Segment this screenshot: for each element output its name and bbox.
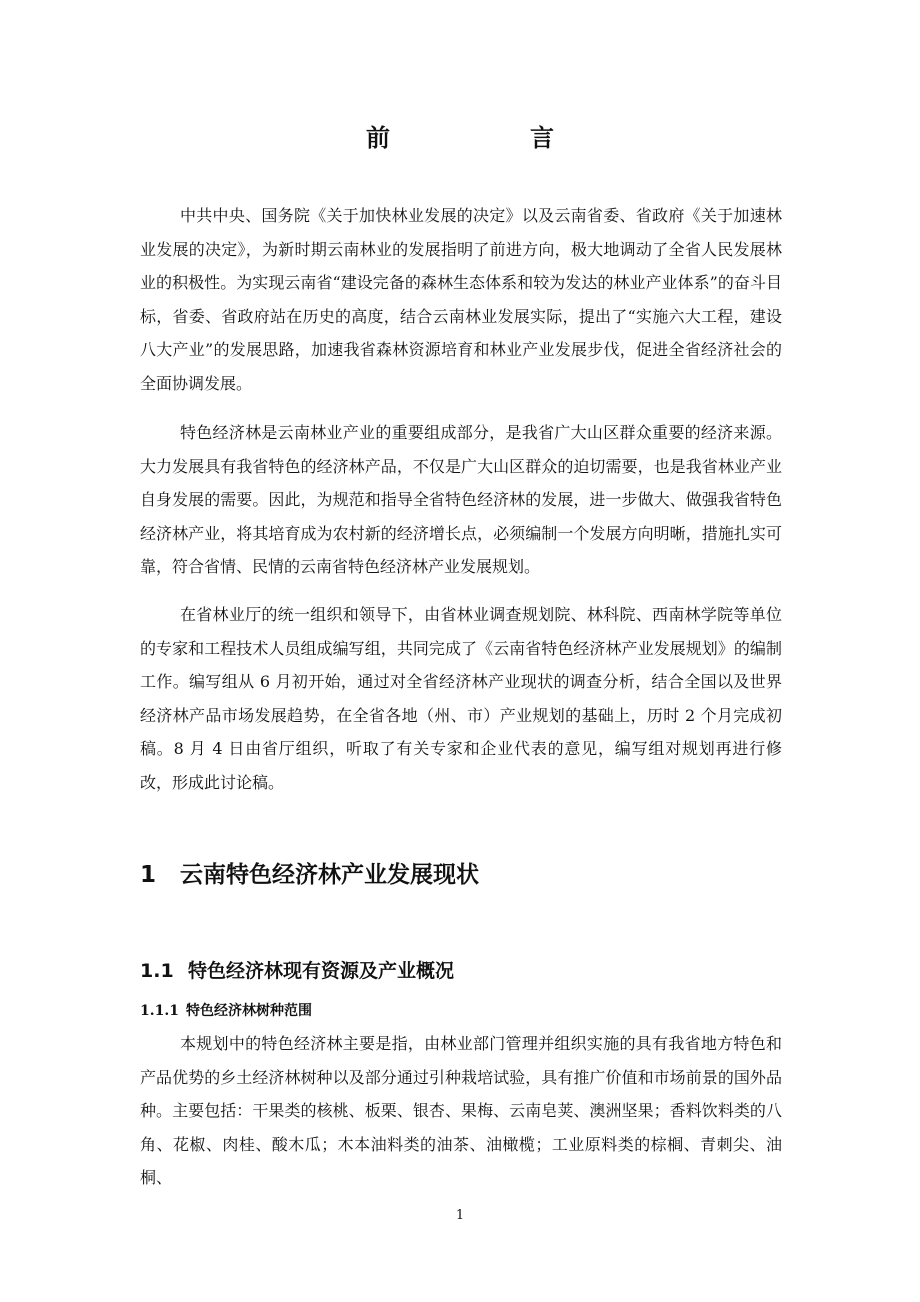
subsubsection-number: 1.1.1 (140, 1003, 179, 1019)
section-title: 云南特色经济林产业发展现状 (180, 862, 479, 888)
section-heading-1-1-1 (140, 1000, 312, 1020)
page-title: 前 言 (366, 124, 612, 152)
subsection-number: 1.1 (140, 960, 174, 982)
section-heading-1-1 (140, 956, 454, 983)
section-number: 1 (140, 862, 157, 888)
page-number: 1 (455, 1208, 465, 1223)
section-body-paragraph: 本规划中的特色经济林主要是指，由林业部门管理并组织实施的具有我省地方特色和产品优势的乡土经济林树种以及部分通过引种栽培试验，具有推广价值和市场前景的国外品种。主要包括：干果类的核桃、板栗、银杏、果梅、云南皂荚、澳洲坚果；香料饮料类的八角、花椒、肉桂、酸木瓜；木本油料类的油茶、油橄榄；工业原料类的棕榈、青刺尖、油桐、 (140, 1034, 782, 1188)
subsection-title: 特色经济林现有资源及产业概况 (188, 960, 455, 982)
preface-paragraph-1: 中共中央、国务院《关于加快林业发展的决定》以及云南省委、省政府《关于加速林业发展的决定》，为新时期云南林业的发展指明了前进方向，极大地调动了全省人民发展林业的积极性。为实现云南省“建设完备的森林生态体系和较为发达的林业产业体系”的奋斗目标，省委、省政府站在历史的高度，结合云南林业发展实际，提出了“实施六大工程，建设八大产业”的发展思路，加速我省森林资源培育和林业产业发展步伐，促进全省经济社会的全面协调发展。 (140, 206, 782, 393)
subsubsection-title: 特色经济林树种范围 (186, 1003, 312, 1019)
section-heading-1 (140, 856, 479, 889)
preface-paragraph-3: 在省林业厅的统一组织和领导下，由省林业调查规划院、林科院、西南林学院等单位的专家和工程技术人员组成编写组，共同完成了《云南省特色经济林产业发展规划》的编制工作。编写组从 6 月初开始，通过对全省经济林产业现状的调查分析，结合全国以及世界经济林产品市场发展趋势，在全省各地（州、市）产业规划的基础上，历时 2 个月完成初稿。8 月 4 日由省厅组织，听取了有关专家和企业代表的意见，编写组对规划再进行修改，形成此讨论稿。 (140, 605, 782, 792)
preface-paragraph-2: 特色经济林是云南林业产业的重要组成部分，是我省广大山区群众重要的经济来源。大力发展具有我省特色的经济林产品，不仅是广大山区群众的迫切需要，也是我省林业产业自身发展的需要。因此，为规范和指导全省特色经济林的发展，进一步做大、做强我省特色经济林产业，将其培育成为农村新的经济增长点，必须编制一个发展方向明晰，措施扎实可靠，符合省情、民情的云南省特色经济林产业发展规划。 (140, 423, 782, 577)
